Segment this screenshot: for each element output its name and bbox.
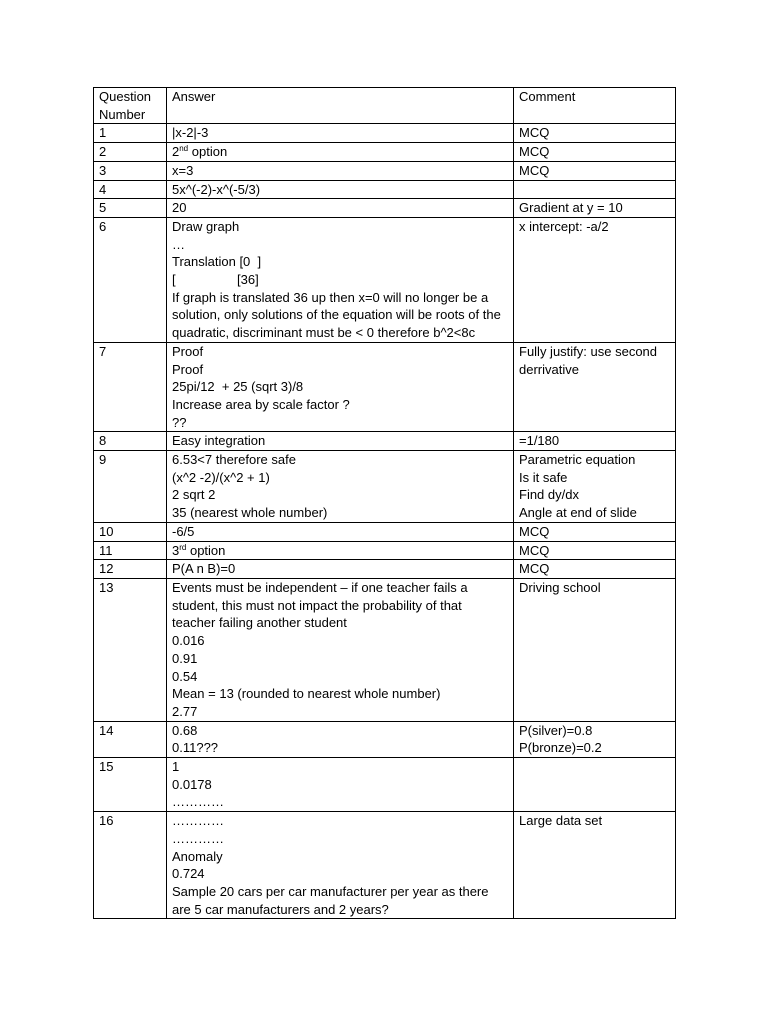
answer-line: [ [36]	[172, 272, 259, 288]
answer-line: 20	[172, 200, 187, 216]
comment-line: P(bronze)=0.2	[519, 740, 602, 756]
answer-line: Proof	[172, 361, 204, 377]
answer-cell	[167, 432, 514, 451]
answer-line: (x^2 -2)/(x^2 + 1)	[172, 469, 270, 485]
question-number-cell	[94, 180, 167, 199]
answer-ordinal-suffix: rd	[179, 542, 187, 552]
table-row	[94, 522, 676, 541]
answer-cell	[167, 143, 514, 162]
answer-line: 25pi/12 + 25 (sqrt 3)/8	[172, 379, 304, 395]
comment-cell	[514, 217, 676, 342]
header-answer	[167, 88, 514, 124]
question-number-cell	[94, 432, 167, 451]
comment-cell	[514, 721, 676, 757]
comment-cell	[514, 432, 676, 451]
comment-cell	[514, 342, 676, 432]
question-number-cell	[94, 161, 167, 180]
header-row	[94, 88, 676, 124]
header-question	[94, 88, 167, 124]
question-number: 13	[99, 579, 114, 595]
comment-cell	[514, 541, 676, 560]
answer-line: Mean = 13 (rounded to nearest whole number)	[172, 686, 441, 702]
comment-line: MCQ	[519, 162, 550, 178]
comment-line: Parametric equation	[519, 452, 636, 468]
comment-cell	[514, 143, 676, 162]
answer-line	[172, 542, 508, 560]
question-number: 12	[99, 561, 114, 577]
table-row	[94, 217, 676, 342]
answers-table	[93, 87, 676, 919]
question-number-cell	[94, 541, 167, 560]
answer-line: Proof	[172, 343, 204, 359]
question-number: 14	[99, 722, 114, 738]
comment-line: MCQ	[519, 561, 550, 577]
table-row	[94, 432, 676, 451]
answer-line: 5x^(-2)-x^(-5/3)	[172, 181, 261, 197]
comment-line: MCQ	[519, 523, 550, 539]
question-number-cell	[94, 342, 167, 432]
table-row	[94, 812, 676, 919]
question-number: 15	[99, 759, 114, 775]
table-row	[94, 143, 676, 162]
answer-line: Events must be independent – if one teacher fails a student, this must not impact the probability of that teacher failing another student	[172, 579, 472, 631]
table-row	[94, 124, 676, 143]
answer-line: Sample 20 cars per car manufacturer per year as there are 5 car manufacturers and 2 years?	[172, 883, 493, 917]
answer-cell	[167, 180, 514, 199]
answer-line: Draw graph	[172, 218, 240, 234]
comment-line: MCQ	[519, 125, 550, 141]
question-number-cell	[94, 451, 167, 523]
table-body	[94, 124, 676, 919]
question-number: 2	[99, 144, 107, 160]
comment-line: Angle at end of slide	[519, 505, 637, 521]
comment-cell	[514, 522, 676, 541]
question-number-cell	[94, 199, 167, 218]
answer-cell	[167, 758, 514, 812]
question-number: 7	[99, 343, 107, 359]
question-number-cell	[94, 522, 167, 541]
question-number: 5	[99, 200, 107, 216]
table-row	[94, 199, 676, 218]
answer-cell	[167, 721, 514, 757]
question-number-cell	[94, 124, 167, 143]
question-number: 6	[99, 218, 107, 234]
question-number: 10	[99, 523, 114, 539]
comment-cell	[514, 578, 676, 721]
question-number: 4	[99, 181, 107, 197]
answer-line: If graph is translated 36 up then x=0 will no longer be a solution, only solutions of the equation will be roots of the quadratic, discriminant must be < 0 therefore b^2<8c	[172, 289, 505, 341]
comment-line: Large data set	[519, 813, 603, 829]
question-number: 3	[99, 162, 107, 178]
answer-line: 6.53<7 therefore safe	[172, 452, 296, 468]
answer-line: Translation [0 ]	[172, 254, 262, 270]
table-row	[94, 161, 676, 180]
table-row	[94, 451, 676, 523]
answer-ordinal-text: option	[186, 542, 226, 558]
answer-ordinal-suffix: nd	[179, 144, 189, 154]
table-row	[94, 721, 676, 757]
comment-cell	[514, 451, 676, 523]
answer-cell	[167, 812, 514, 919]
comment-cell	[514, 560, 676, 579]
comment-line: P(silver)=0.8	[519, 722, 593, 738]
header-question-line: Question	[99, 89, 152, 104]
answer-line: Increase area by scale factor ?	[172, 396, 350, 412]
answer-line: 1	[172, 759, 180, 775]
answer-ordinal-text: option	[188, 144, 228, 160]
table-row	[94, 758, 676, 812]
header-answer-line: Answer	[172, 89, 216, 104]
comment-cell	[514, 180, 676, 199]
table-row	[94, 342, 676, 432]
answer-line: 2.77	[172, 703, 198, 719]
answer-line: Easy integration	[172, 433, 266, 449]
answer-line	[172, 143, 508, 161]
answer-cell	[167, 124, 514, 143]
answer-line: 0.11???	[172, 740, 219, 756]
comment-line: =1/180	[519, 433, 560, 449]
answer-line: 0.68	[172, 722, 198, 738]
answer-line: 0.54	[172, 668, 198, 684]
table-row	[94, 541, 676, 560]
answer-line: Anomaly	[172, 848, 223, 864]
comment-line: MCQ	[519, 542, 550, 558]
answer-line: …	[172, 236, 185, 252]
answer-line: P(A n B)=0	[172, 561, 236, 577]
question-number-cell	[94, 578, 167, 721]
header-comment	[514, 88, 676, 124]
table-row	[94, 180, 676, 199]
question-number: 1	[99, 125, 107, 141]
header-comment-line: Comment	[519, 89, 576, 104]
comment-line: Is it safe	[519, 469, 568, 485]
answer-cell	[167, 199, 514, 218]
question-number: 11	[99, 542, 113, 558]
question-number-cell	[94, 812, 167, 919]
table-row	[94, 578, 676, 721]
answer-ordinal-number: 3	[172, 542, 180, 558]
question-number: 8	[99, 433, 107, 449]
answer-cell	[167, 451, 514, 523]
question-number-cell	[94, 143, 167, 162]
answer-line: …………	[172, 830, 224, 846]
comment-cell	[514, 199, 676, 218]
answer-line: 35 (nearest whole number)	[172, 505, 328, 521]
comment-line: MCQ	[519, 144, 550, 160]
question-number: 16	[99, 813, 114, 829]
comment-cell	[514, 758, 676, 812]
answer-line: x=3	[172, 162, 194, 178]
answer-line: |x-2|-3	[172, 125, 209, 141]
answer-cell	[167, 217, 514, 342]
answer-line: …………	[172, 794, 224, 810]
comment-line: Driving school	[519, 579, 601, 595]
answer-line: 0.016	[172, 633, 205, 649]
answer-cell	[167, 560, 514, 579]
answer-cell	[167, 522, 514, 541]
comment-line: x intercept: -a/2	[519, 218, 609, 234]
comment-line: Fully justify: use second derrivative	[519, 343, 661, 377]
question-number-cell	[94, 217, 167, 342]
answer-line: 0.0178	[172, 776, 212, 792]
comment-cell	[514, 124, 676, 143]
question-number-cell	[94, 560, 167, 579]
comment-cell	[514, 812, 676, 919]
answer-cell	[167, 161, 514, 180]
comment-cell	[514, 161, 676, 180]
question-number-cell	[94, 758, 167, 812]
answer-line: -6/5	[172, 523, 195, 539]
answer-line: …………	[172, 813, 224, 829]
header-question-line: Number	[99, 106, 146, 122]
answer-line: ??	[172, 414, 187, 430]
answer-line: 0.91	[172, 650, 198, 666]
answer-line: 2 sqrt 2	[172, 487, 216, 503]
answer-cell	[167, 578, 514, 721]
answer-line: 0.724	[172, 866, 205, 882]
table-row	[94, 560, 676, 579]
question-number-cell	[94, 721, 167, 757]
answer-cell	[167, 541, 514, 560]
comment-line: Gradient at y = 10	[519, 200, 623, 216]
comment-line: Find dy/dx	[519, 487, 579, 503]
answer-cell	[167, 342, 514, 432]
question-number: 9	[99, 452, 107, 468]
answer-ordinal-number: 2	[172, 144, 180, 160]
